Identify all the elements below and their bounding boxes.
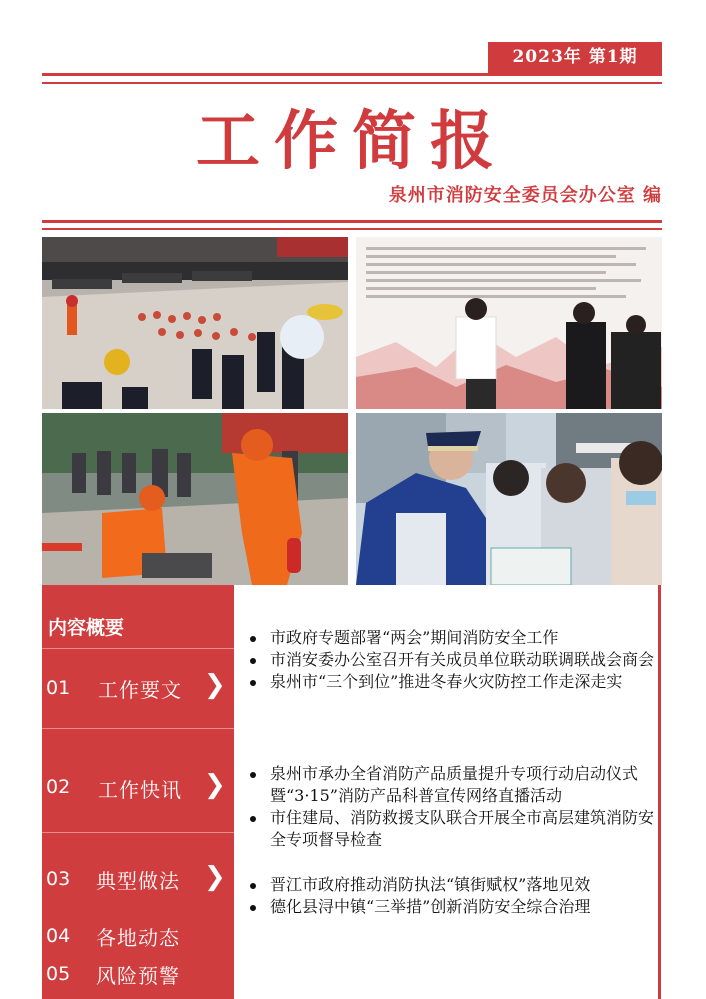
article-list-group2 — [248, 763, 658, 851]
toc-num-01: 01 — [46, 677, 71, 699]
photo-firefighters-rescue-demo — [42, 413, 348, 585]
header-rule-top — [42, 73, 662, 76]
list-item[interactable]: 晋江市政府推动消防执法“镇街赋权”落地见效 — [248, 874, 658, 896]
chevron-right-icon: ❯ — [204, 770, 226, 800]
toc-item-work-news[interactable]: 工作快讯 — [98, 778, 182, 802]
toc-item-typical-practices[interactable]: 典型做法 — [96, 869, 180, 893]
photo-officer-product-demo — [356, 413, 662, 585]
title-rule-thin — [42, 228, 662, 230]
list-item[interactable]: 泉州市承办全省消防产品质量提升专项行动启动仪式暨“3·15”消防产品科普宣传网络直播活动 — [248, 763, 658, 807]
bullet-icon — [250, 816, 256, 822]
toc-num-05: 05 — [46, 963, 71, 985]
bullet-icon — [250, 658, 256, 664]
issue-label: 2023年 第1期 — [488, 42, 662, 73]
header-rule-thin — [42, 82, 662, 84]
bullet-icon — [250, 772, 256, 778]
org-label: 泉州市消防安全委员会办公室 编 — [388, 185, 662, 206]
title-rule — [42, 220, 662, 223]
toc-heading: 内容概要 — [48, 617, 125, 639]
toc-item-risk-alerts[interactable]: 风险预警 — [96, 964, 180, 988]
article-list-group3 — [248, 874, 658, 918]
toc-item-work-essentials[interactable]: 工作要文 — [98, 678, 182, 702]
toc-divider — [42, 728, 234, 729]
toc-divider — [42, 832, 234, 833]
toc-num-02: 02 — [46, 776, 71, 798]
toc-num-03: 03 — [46, 868, 71, 890]
article-list-group1 — [248, 627, 658, 693]
content-right-border — [658, 585, 661, 999]
page-title: 工作简报 — [196, 104, 508, 179]
chevron-right-icon: ❯ — [204, 670, 226, 700]
bullet-icon — [250, 883, 256, 889]
toc-item-local-updates[interactable]: 各地动态 — [96, 926, 180, 950]
photo-fire-drill-plaza — [42, 237, 348, 409]
bullet-icon — [250, 636, 256, 642]
list-item[interactable]: 德化县浔中镇“三举措”创新消防安全综合治理 — [248, 896, 658, 918]
chevron-right-icon: ❯ — [204, 862, 226, 892]
toc-divider — [42, 648, 234, 649]
list-item[interactable]: 泉州市“三个到位”推进冬春火灾防控工作走深走实 — [248, 671, 658, 693]
list-item[interactable]: 市消安委办公室召开有关成员单位联动联调联战会商会 — [248, 649, 658, 671]
list-item[interactable]: 市政府专题部署“两会”期间消防安全工作 — [248, 627, 658, 649]
bullet-icon — [250, 680, 256, 686]
toc-num-04: 04 — [46, 925, 71, 947]
list-item[interactable]: 市住建局、消防救援支队联合开展全市高层建筑消防安全专项督导检查 — [248, 807, 658, 851]
photo-signing-wall — [356, 237, 662, 409]
bullet-icon — [250, 905, 256, 911]
